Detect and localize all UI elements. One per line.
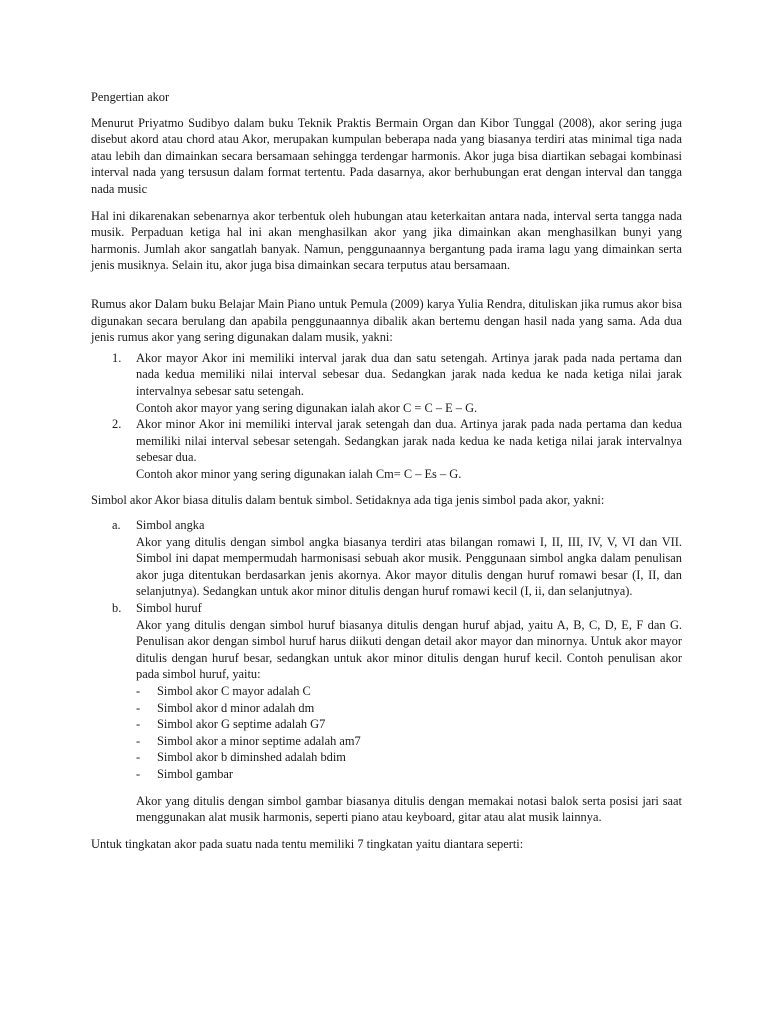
dash-item-text: Simbol akor d minor adalah dm bbox=[157, 700, 315, 715]
dash-item-text: Simbol gambar bbox=[157, 766, 234, 781]
paragraph-explanation: Hal ini dikarenakan sebenarnya akor terbentuk oleh hubungan atau keterkaitan antara nada, interval serta tangga nada musik. Perpaduan ketiga hal ini akan menghasilkan akor yang jika dimainkan akan menghasilkan bunyi yang harmonis. Jumlah akor sangatlah banyak. Namun, penggunaannya bergantung pada irama lagu yang dimainkan serta jenis musiknya. Selain itu, akor juga bisa dimainkan secara terputus atau bersamaan. bbox=[91, 208, 682, 273]
dash-bullet: - bbox=[136, 766, 141, 781]
list-number: 1. bbox=[112, 350, 122, 365]
list-item-text: Akor yang ditulis dengan simbol angka biasanya terdiri atas bilangan romawi I, II, III, IV, V, VI dan VII. Simbol ini dapat mempermudah harmonisasi sebuah akor musik. Penggunaan simbol angka dalam penulisan akor juga ditentukan berdasarkan jenis akornya. Akor mayor ditulis dengan huruf romawi besar (I, II, dan selanjutnya). Sedangkan untuk akor minor ditulis dengan huruf romawi kecil (I, ii, dan selanjutnya). bbox=[136, 534, 682, 599]
dash-bullet: - bbox=[136, 684, 141, 698]
paragraph-chord-formula: Rumus akor Dalam buku Belajar Main Piano untuk Pemula (2009) karya Yulia Rendra, dituliskan jika rumus akor bisa digunakan secara berulang dan apabila penggunaannya dibalik akan bertemu dengan hasil nada yang sama. Ada dua jenis rumus akor yang sering digunakan dalam musik, yakni: bbox=[91, 296, 682, 345]
dash-item bbox=[136, 700, 682, 717]
list-item-text: Akor yang ditulis dengan simbol huruf biasanya ditulis dengan huruf abjad, yaitu A, B, C, D, E, F dan G. Penulisan akor dengan simbol huruf harus diikuti dengan detail akor mayor dan minornya. Untuk akor mayor ditulis dengan huruf besar, sedangkan untuk akor minor ditulis dengan huruf kecil. Contoh penulisan akor pada simbol huruf, yaitu: bbox=[136, 617, 682, 682]
lettered-list bbox=[91, 517, 682, 783]
dash-list bbox=[136, 683, 682, 783]
paragraph-definition: Menurut Priyatmo Sudibyo dalam buku Teknik Praktis Bermain Organ dan Kibor Tunggal (2008), akor sering juga disebut akord atau chord atau Akor, merupakan kumpulan beberapa nada yang biasanya terdiri atas minimal tiga nada atau lebih dan dimainkan secara bersamaan sehingga terdengar harmonis. Akor juga bisa diartikan sebagai kombinasi interval nada yang tersusun dalam format tertentu. Pada dasarnya, akor berhubungan erat dengan interval dan tangga nada music bbox=[91, 115, 682, 196]
list-number: 2. bbox=[112, 417, 122, 432]
list-item-example: Contoh akor mayor yang sering digunakan ialah akor C = C – E – G. bbox=[136, 400, 478, 415]
paragraph-image-symbol: Akor yang ditulis dengan simbol gambar biasanya ditulis dengan memakai notasi balok serta posisi jari saat menggunakan alat musik harmonis, seperti piano atau keyboard, gitar atau alat musik lainnya. bbox=[136, 793, 682, 825]
list-item-text: Akor minor Akor ini memiliki interval jarak setengah dan dua. Artinya jarak pada nada pertama dan kedua memiliki nilai interval sebesar setengah. Sedangkan jarak nada kedua ke nada ketiga nilai jarak intervalnya sebesar dua. bbox=[136, 417, 682, 465]
list-item-heading: Simbol angka bbox=[136, 518, 205, 533]
list-item-heading: Simbol huruf bbox=[136, 601, 202, 616]
dash-item bbox=[136, 716, 682, 733]
dash-item bbox=[136, 749, 682, 766]
dash-item bbox=[136, 766, 682, 783]
page-title: Pengertian akor bbox=[91, 90, 170, 104]
list-item-example: Contoh akor minor yang sering digunakan ialah Cm= C – Es – G. bbox=[136, 466, 462, 481]
numbered-list bbox=[91, 350, 682, 483]
dash-item-text: Simbol akor b diminshed adalah bdim bbox=[157, 750, 346, 765]
list-item bbox=[91, 350, 682, 416]
dash-bullet: - bbox=[136, 700, 141, 715]
list-item bbox=[91, 416, 682, 482]
dash-item bbox=[136, 733, 682, 750]
list-item-text: Akor mayor Akor ini memiliki interval jarak dua dan satu setengah. Artinya jarak pada nada pertama dan nada kedua memiliki nilai interval sebesar dua. Sedangkan jarak nada kedua ke nada ketiga nilai jarak intervalnya sebesar satu setengah. bbox=[136, 350, 682, 398]
dash-bullet: - bbox=[136, 717, 141, 732]
paragraph-chord-symbols: Simbol akor Akor biasa ditulis dalam bentuk simbol. Setidaknya ada tiga jenis simbol pada akor, yakni: bbox=[91, 493, 605, 508]
list-item bbox=[91, 600, 682, 783]
paragraph-chord-levels: Untuk tingkatan akor pada suatu nada tentu memiliki 7 tingkatan yaitu diantara seperti: bbox=[91, 836, 524, 851]
dash-item-text: Simbol akor a minor septime adalah am7 bbox=[157, 733, 361, 748]
list-item bbox=[91, 517, 682, 600]
dash-item-text: Simbol akor G septime adalah G7 bbox=[157, 717, 326, 732]
dash-bullet: - bbox=[136, 733, 141, 748]
list-letter: a. bbox=[112, 518, 121, 533]
dash-bullet: - bbox=[136, 750, 141, 765]
dash-item bbox=[136, 683, 682, 700]
dash-item-text: Simbol akor C mayor adalah C bbox=[157, 684, 311, 698]
list-letter: b. bbox=[112, 601, 122, 616]
